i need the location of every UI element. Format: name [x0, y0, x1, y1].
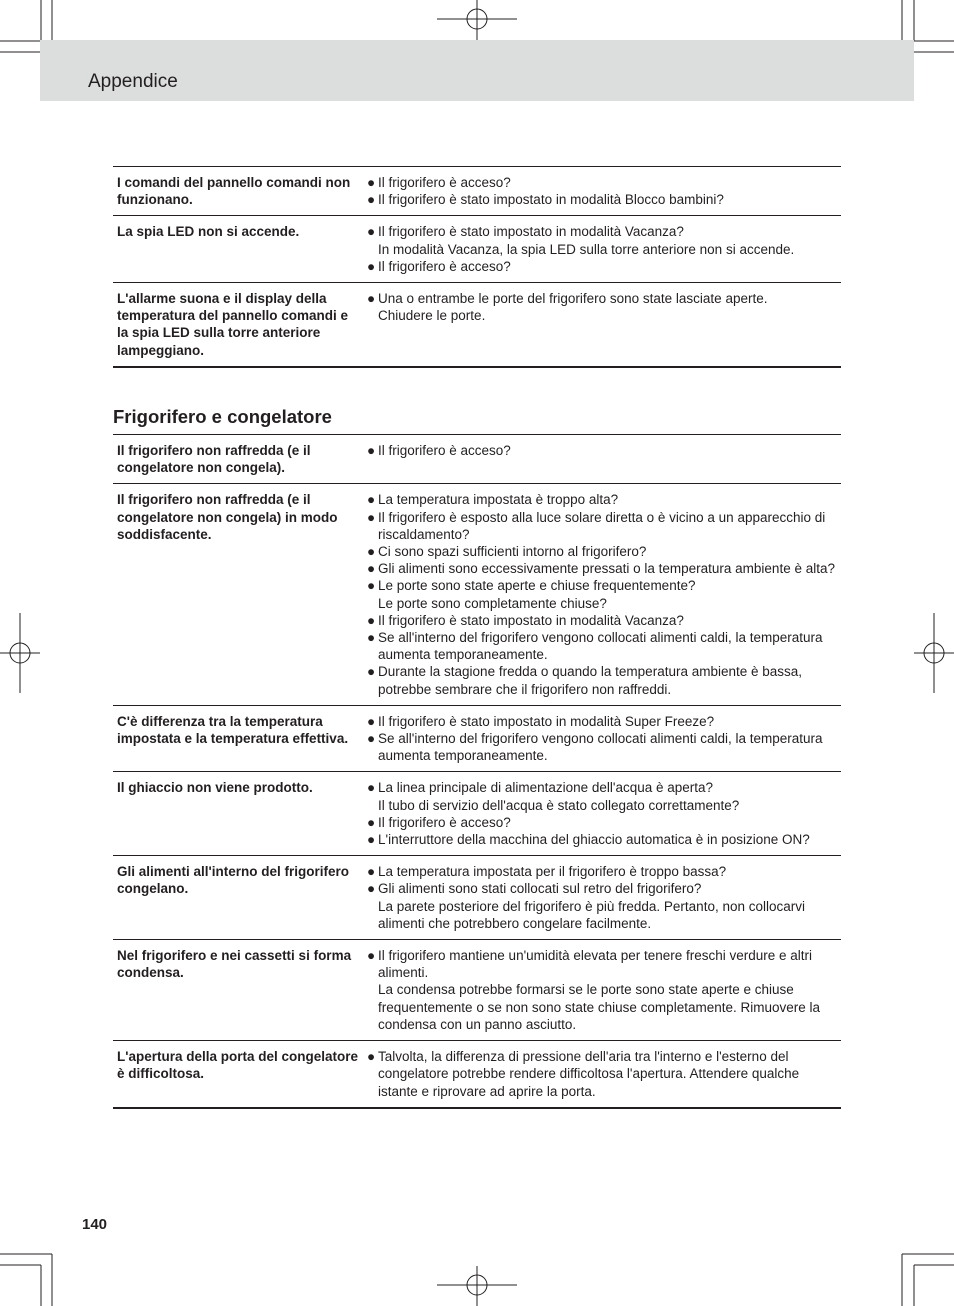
bullet-icon: ●	[367, 630, 376, 646]
bullet-icon: ●	[367, 578, 376, 594]
check-item	[367, 258, 841, 275]
check-item	[367, 863, 841, 880]
check-item-text: In modalità Vacanza, la spia LED sulla torre anteriore non si accende.	[378, 241, 795, 257]
bullet-icon: ●	[367, 492, 376, 508]
bullet-icon: ●	[367, 175, 376, 190]
check-item-text: Se all'interno del frigorifero vengono collocati alimenti caldi, la temperatura aumenta temporaneamente.	[378, 731, 827, 764]
check-item-text: Il frigorifero è acceso?	[378, 258, 511, 274]
bullet-icon: ●	[367, 224, 376, 240]
bullet-icon: ●	[367, 664, 376, 680]
bullet-icon: ●	[367, 731, 376, 747]
check-item	[367, 1048, 841, 1100]
bullet-icon: ●	[367, 713, 376, 729]
check-item-text: Chiudere le porte.	[378, 308, 486, 324]
check-item-text: Gli alimenti sono stati collocati sul retro del frigorifero?	[378, 881, 702, 897]
check-item	[367, 560, 841, 577]
problem-cell: C'è differenza tra la temperatura impostata e la temperatura effettiva.	[117, 713, 349, 747]
check-item-text: Il frigorifero è acceso?	[378, 443, 511, 458]
check-item-text: Il frigorifero è stato impostato in modalità Blocco bambini?	[378, 192, 724, 208]
table-row	[113, 856, 841, 940]
check-item-text: Durante la stagione fredda o quando la temperatura ambiente è bassa, potrebbe sembrare che il frigorifero non raffreddi.	[378, 664, 806, 697]
check-item	[367, 223, 841, 240]
problem-cell: Nel frigorifero e nei cassetti si forma condensa.	[117, 948, 352, 981]
check-item-text: Il frigorifero è acceso?	[378, 175, 511, 190]
check-item-text: La parete posteriore del frigorifero è più fredda. Pertanto, non collocarvi alimenti che potrebbero congelare facilmente.	[378, 898, 809, 931]
check-item-text: Il frigorifero è stato impostato in modalità Super Freeze?	[378, 713, 715, 729]
check-cell	[367, 772, 841, 856]
check-item	[367, 174, 841, 191]
problem-cell: I comandi del pannello comandi non funzionano.	[117, 175, 351, 208]
table-row	[113, 772, 841, 856]
check-item	[367, 307, 841, 324]
bullet-icon: ●	[367, 291, 376, 307]
check-item	[367, 880, 841, 897]
table-row	[113, 1041, 841, 1108]
check-item	[367, 898, 841, 932]
bullet-icon: ●	[367, 780, 376, 796]
check-cell	[367, 484, 841, 705]
problem-cell: Il ghiaccio non viene prodotto.	[117, 780, 313, 796]
check-cell	[367, 283, 841, 367]
check-item-text: Il frigorifero è esposto alla luce solare diretta o è vicino a un apparecchio di riscaldamento?	[378, 509, 830, 542]
problem-cell: Gli alimenti all'interno del frigorifero congelano.	[117, 864, 349, 897]
table-row	[113, 484, 841, 705]
check-item-text: Il frigorifero mantiene un'umidità elevata per tenere freschi verdure e altri alimenti.	[378, 948, 816, 981]
table-row	[113, 167, 841, 216]
check-item	[367, 595, 841, 612]
check-item-text: Le porte sono completamente chiuse?	[378, 595, 607, 611]
check-item-text: Il tubo di servizio dell'acqua è stato collegato correttamente?	[378, 797, 740, 813]
check-item	[367, 814, 841, 831]
check-item	[367, 543, 841, 560]
check-item	[367, 663, 841, 697]
check-item	[367, 491, 841, 508]
table-row	[113, 435, 841, 484]
check-item	[367, 629, 841, 663]
bullet-icon: ●	[367, 544, 376, 560]
bullet-icon: ●	[367, 192, 376, 208]
check-cell	[367, 1041, 841, 1108]
check-item	[367, 241, 841, 258]
bullet-icon: ●	[367, 509, 376, 525]
bullet-icon: ●	[367, 443, 376, 458]
check-item-text: Il frigorifero è acceso?	[378, 814, 511, 830]
check-cell	[367, 705, 841, 772]
check-item	[367, 612, 841, 629]
check-cell	[367, 216, 841, 283]
bullet-icon: ●	[367, 814, 376, 830]
problem-cell: L'apertura della porta del congelatore è difficoltosa.	[117, 1049, 359, 1082]
troubleshooting-table-fridge-freezer	[113, 434, 841, 1109]
check-item	[367, 981, 841, 1033]
problem-cell: L'allarme suona e il display della temperatura del pannello comandi e la spia LED sulla torre anteriore lampeggiano.	[117, 291, 349, 358]
bullet-icon: ●	[367, 1049, 376, 1065]
problem-cell: Il frigorifero non raffredda (e il congelatore non congela) in modo soddisfacente.	[117, 492, 338, 542]
check-item-text: L'interruttore della macchina del ghiaccio automatica è in posizione ON?	[378, 832, 810, 848]
check-item-text: La temperatura impostata per il frigorifero è troppo bassa?	[378, 864, 727, 880]
check-item	[367, 713, 841, 730]
check-item-text: Gli alimenti sono eccessivamente pressati o la temperatura ambiente è alta?	[378, 561, 835, 577]
check-item-text: La temperatura impostata è troppo alta?	[378, 492, 619, 508]
check-item-text: Ci sono spazi sufficienti intorno al frigorifero?	[378, 544, 647, 560]
bullet-icon: ●	[367, 832, 376, 848]
check-item	[367, 290, 841, 307]
page-header-title: Appendice	[88, 71, 178, 92]
check-item	[367, 730, 841, 764]
table-row	[113, 705, 841, 772]
bullet-icon: ●	[367, 948, 376, 964]
check-item	[367, 831, 841, 848]
troubleshooting-table-general	[113, 166, 841, 368]
check-item-text: Una o entrambe le porte del frigorifero sono state lasciate aperte.	[378, 291, 768, 307]
check-item	[367, 797, 841, 814]
check-item-text: Se all'interno del frigorifero vengono collocati alimenti caldi, la temperatura aumenta temporaneamente.	[378, 630, 827, 663]
bullet-icon: ●	[367, 864, 376, 880]
check-item	[367, 191, 841, 208]
check-item	[367, 779, 841, 796]
check-cell	[367, 435, 841, 484]
section-title: Frigorifero e congelatore	[113, 406, 332, 427]
check-item	[367, 577, 841, 594]
check-item-text: Il frigorifero è stato impostato in modalità Vacanza?	[378, 612, 684, 628]
check-cell	[367, 856, 841, 940]
problem-cell: Il frigorifero non raffredda (e il congelatore non congela).	[117, 443, 311, 476]
check-item	[367, 442, 841, 459]
page-number: 140	[82, 1216, 108, 1233]
problem-cell: La spia LED non si accende.	[117, 224, 300, 240]
bullet-icon: ●	[367, 612, 376, 628]
check-item-text: La condensa potrebbe formarsi se le porte sono state aperte e chiuse frequentemente o se non sono state chiuse completamente. Rimuovere la condensa con un panno asciutto.	[378, 982, 824, 1032]
bullet-icon: ●	[367, 881, 376, 897]
bullet-icon: ●	[367, 561, 376, 577]
check-item-text: Talvolta, la differenza di pressione dell'aria tra l'interno e l'esterno del congelatore potrebbe rendere difficoltosa l'apertura. Attendere qualche istante e riprovare ad aprire la porta.	[378, 1049, 803, 1099]
check-cell	[367, 167, 841, 216]
table-row	[113, 940, 841, 1041]
bullet-icon: ●	[367, 258, 376, 274]
check-item-text: Le porte sono state aperte e chiuse frequentemente?	[378, 578, 696, 594]
check-item	[367, 947, 841, 981]
table-row	[113, 283, 841, 367]
check-item	[367, 509, 841, 543]
check-cell	[367, 940, 841, 1041]
check-item-text: Il frigorifero è stato impostato in modalità Vacanza?	[378, 224, 684, 240]
check-item-text: La linea principale di alimentazione dell'acqua è aperta?	[378, 780, 714, 796]
table-row	[113, 216, 841, 283]
